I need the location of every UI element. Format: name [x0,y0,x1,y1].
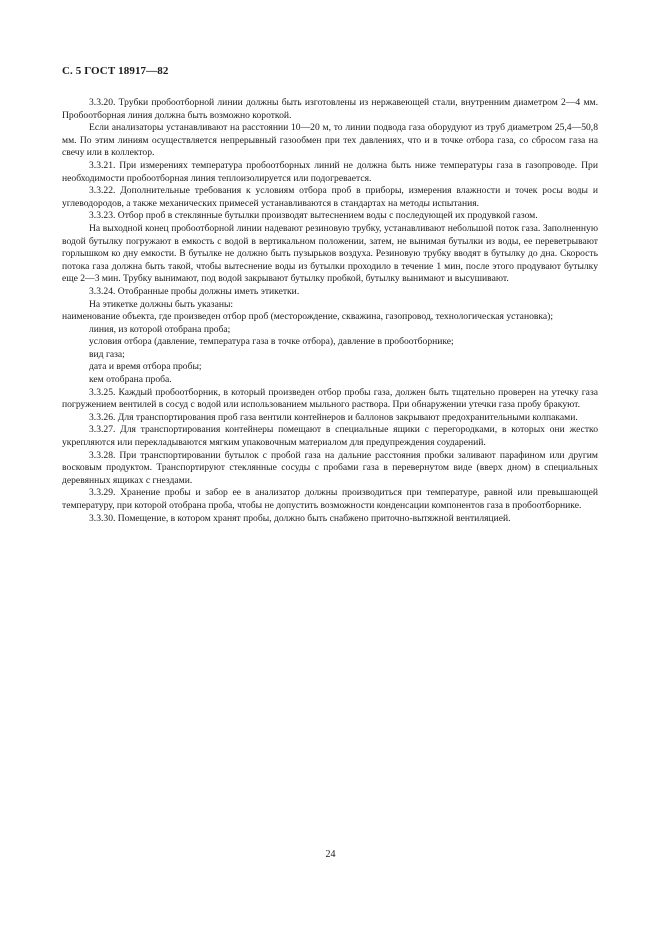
paragraph-3-3-23-b: На выходной конец пробоотборной линии надевают резиновую трубку, устанавливают небольшой поток газа. Заполненную водой бутылку погружают в емкость с водой в вертикальном положении, затем, не вынимая бутылки из воды, ее переветрывают горлышком ко дну емкости. В бутылке не должно быть пузырьков воздуха. Резиновую трубку вводят в бутылку до дна. Скорость потока газа должна быть такой, чтобы вытеснение воды из бутылки проходило в течение 1 мин, после этого продувают бутылку еще 2—3 мин. Трубку вынимают, под водой закрывают бутылку пробкой, бутылку вынимают и высушивают. [62,222,598,285]
paragraph-3-3-24: 3.3.24. Отобранные пробы должны иметь этикетки. [89,285,300,297]
paragraph-3-3-29: 3.3.29. Хранение пробы и забор ее в анализатор должны производиться при температуре, равной или превышающей температуру, при которой отобрана проба, чтобы не допустить возможности конденсации компонентов газа в пробоотборнике. [62,487,598,511]
paragraph-3-3-24-c: наименование объекта, где произведен отбор проб (месторождение, скважина, газопровод, технологическая установка); [62,311,554,323]
paragraph-3-3-24-h: кем отобрана проба. [89,374,172,386]
paragraph-3-3-26: 3.3.26. Для транспортирования проб газа вентили контейнеров и баллонов закрывают предохранительными колпаками. [89,411,578,423]
paragraph-3-3-24-g: дата и время отбора пробы; [89,361,202,373]
paragraph-3-3-20: 3.3.20. Трубки пробоотборной линии должны быть изготовлены из нержавеющей стали, внутренним диаметром 2—4 мм. Пробоотборная линия должна быть возможно короткой. [62,97,598,121]
page-number: 24 [325,849,336,860]
paragraph-3-3-21: 3.3.21. При измерениях температура пробоотборных линий не должна быть ниже температуры газа в газопроводе. При необходимости пробоотборная линия теплоизолируется или подогревается. [62,159,598,184]
paragraph-3-3-30: 3.3.30. Помещение, в котором хранят пробы, должно быть снабжено приточно-вытяжной вентиляцией. [89,512,511,524]
document-body [62,97,598,525]
paragraph-3-3-20-b: Если анализаторы устанавливают на расстоянии 10—20 м, то линии подвода газа оборудуют из труб диаметром 25,4—50,8 мм. По этим линиям осуществляется непрерывный газообмен при тех давлениях, что и в точке отбора газа, со сбросом газа на свечу или в коллектор. [62,122,598,159]
paragraph-3-3-27: 3.3.27. Для транспортирования контейнеры помещают в специальные ящики с перегородками, в которых они жестко укрепляются или перекладываются мягким упаковочным материалом для предупреждения соударений. [62,424,598,449]
paragraph-3-3-24-d: линия, из которой отобрана проба; [89,323,231,335]
paragraph-3-3-22: 3.3.22. Дополнительные требования к условиям отбора проб в приборы, измерения влажности и точек росы воды и углеводородов, а также механических примесей устанавливаются в стандартах на методы испытания. [62,185,598,209]
paragraph-3-3-24-e: условия отбора (давление, температура газа в точке отбора), давление в пробоотборнике; [89,336,454,348]
paragraph-3-3-28: 3.3.28. При транспортировании бутылок с пробой газа на дальние расстояния пробки заливают парафином или другим восковым продуктом. Транспортируют стеклянные сосуды с пробами газа в перевернутом виде (вверх дном) в специальных деревянных ящиках с гнездами. [62,449,598,486]
paragraph-3-3-24-f: вид газа; [89,348,125,360]
paragraph-3-3-24-b: На этикетке должны быть указаны: [89,298,234,310]
paragraph-3-3-23: 3.3.23. Отбор проб в стеклянные бутылки производят вытеснением воды с последующей их продувкой газом. [89,210,538,222]
paragraph-3-3-25: 3.3.25. Каждый пробоотборник, в который произведен отбор пробы газа, должен быть тщательно проверен на утечку газа погружением вентилей в сосуд с водой или использованием мыльного раствора. При обнаружении утечки газа пробу бракуют. [62,386,598,411]
page-header: С. 5 ГОСТ 18917—82 [62,65,169,77]
